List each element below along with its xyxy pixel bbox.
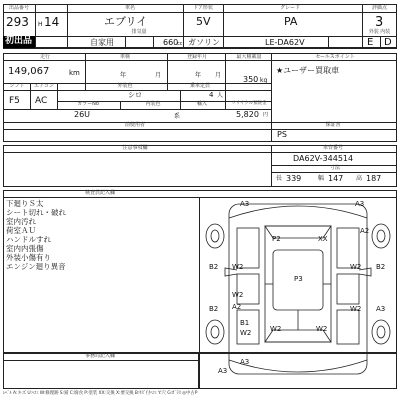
doors: 5V [196,15,211,28]
mark-a2-left-step: A2 [232,303,242,311]
inspection-note: シート切れ・破れ [6,208,66,217]
mark-w2-right-panel: W2 [350,305,362,313]
dims-label: 寸法 [329,165,340,171]
mark-p3-center: P3 [294,275,303,283]
registration-year-unit: 年 [195,72,202,79]
mark-p2-roof: P2 [272,235,281,243]
prev-user-label: 前使用者 [124,122,145,128]
guarantee-label: 保証書 [325,122,341,128]
inspection-note: エンジン廻り異音 [6,262,66,271]
capacity-label: 乗車定員 [189,83,210,89]
registration-label: 登録年月 [186,54,207,60]
color: シロ [128,91,142,99]
width-label: 幅 [318,175,325,182]
lot-no-label: 出品番号 [8,5,29,11]
mark-a3-right-panel: A3 [376,305,386,313]
fuel: ガソリン [188,38,220,47]
mark-b1-left-front: B1 [240,319,250,327]
model-year: 14 [44,15,60,29]
first-listing-badge: 初出品 [5,36,33,46]
doors-label: ドア形状 [193,5,213,11]
inspection-label: 車検 [119,54,130,60]
notes-label: 注意事項欄 [122,145,148,151]
int-color-label: 内装色 [145,101,161,107]
inspection-title: 検査員記入欄 [84,190,115,196]
load: 350 [243,75,259,84]
registration-month-unit: 月 [215,72,222,79]
import-label: 輸入 [196,101,207,107]
score: 3 [375,15,384,30]
grade-label: グレード [279,5,300,11]
sales-point: ★ユーザー買取車 [276,66,340,75]
mark-b2-right: B2 [376,263,386,271]
mileage: 149,067 [8,66,50,77]
mark-a3-front: A3 [240,358,250,366]
mark-a3-corner: A3 [355,200,365,208]
recycle-label: リサイクル預託金 [231,101,267,106]
inspection-year-unit: 年 [120,72,127,79]
mileage-unit: km [69,69,80,77]
ac: AC [35,96,48,106]
height: 187 [366,174,382,183]
mileage-label: 走行 [39,54,50,60]
inspection-note: 下廻りＳ太 [6,199,44,208]
mark-a2-right-rear: A2 [360,227,370,235]
mark-b2-left-panel: B2 [209,305,219,313]
vin: DA62V-344514 [293,154,354,163]
mark-w2-right: W2 [350,263,362,271]
color-no-label: カラーNo [77,101,99,107]
capacity-unit: 人 [217,92,224,99]
lot-no: 293 [6,15,29,29]
color-label: 外装色 [117,83,133,89]
length: 339 [286,174,302,183]
color-no: 26U [74,110,91,119]
mark-a3-rear: A3 [240,200,250,208]
inspection-note: 荷室ＡＵ [6,226,36,235]
grade: PA [284,15,298,28]
exterior-grade: E [367,37,374,48]
interior-grade: D [384,37,392,48]
mark-b2-left-rear: B2 [209,263,219,271]
ext-int-label: 外装 内装 [368,29,391,35]
capacity: 4 [209,91,214,99]
width: 147 [328,174,344,183]
car-name: エブリイ [104,15,148,28]
score-label: 評価点 [371,5,387,11]
inspection-note: 室内内張傷 [6,244,44,253]
load-unit: kg [260,77,268,84]
displacement-label: 排気量 [131,29,147,35]
length-label: 長 [276,175,283,182]
displacement-unit: cc [177,41,183,47]
car-damage-diagram [201,198,395,380]
vin-label: 車台番号 [322,145,343,151]
inspection-note: 外装小傷有り [6,253,51,262]
mark-w2-left-front: W2 [240,329,252,337]
recycle: 5,820 [236,110,259,119]
mark-a3-front-left: A3 [218,367,228,375]
usage: 自家用 [90,38,114,47]
mark-xx-roof: XX [318,235,328,243]
dealer-title: 事務局記入欄 [84,353,115,359]
recycle-unit: 円 [263,112,269,118]
inspection-month-unit: 月 [155,72,162,79]
load-label: 最大積載量 [236,54,262,60]
displacement: 660 [163,38,179,47]
height-label: 高 [356,175,363,182]
sales-point-label: セールスポイント [315,54,355,60]
guarantee: PS [277,130,287,139]
model-code: LE-DA62V [265,38,305,47]
shift-label: シフト [9,83,25,89]
year-era: H [38,21,43,28]
footer-legend: ﾚﾍﾞﾙ A:キズ U:ﾍｺﾐ W:修理跡 S:錆 C:腐食 P:塗装 XX:交換 X:要交換 B:ｷｽﾞ付ﾍｺﾐ Y:穴 G:ｶﾞﾗｽ ◎中古P [3,391,198,396]
car-name-label: 車名 [124,5,135,11]
mark-w2-left-step: W2 [232,291,244,299]
mark-w2-hood-right: W2 [316,325,328,333]
mark-w2-hood-left: W2 [270,325,282,333]
int-color-unit: 系 [174,113,181,120]
mark-w2-left: W2 [232,263,244,271]
ac-label: エアコン [34,83,54,89]
shift: F5 [9,96,20,106]
inspection-note: ハンドルすれ [6,235,51,244]
inspection-note: 室内汚れ [6,217,36,226]
